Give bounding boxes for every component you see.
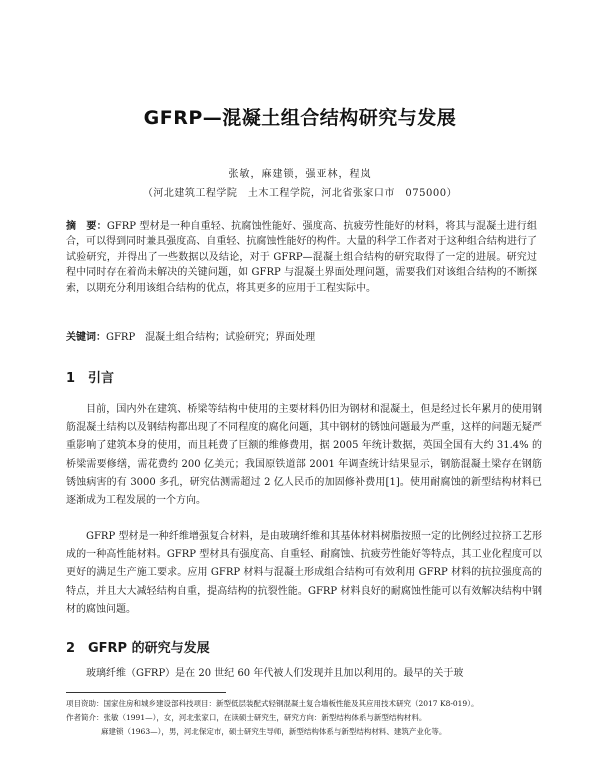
footnote-funding: 项目资助：国家住房和城乡建设部科技项目：新型低层装配式轻钢混凝土复合墙板性能及其应用技术研究（2017 K8-019）。 [66,699,479,708]
paper-title: GFRP—混凝土组合结构研究与发展 [143,107,457,129]
affiliation: （河北建筑工程学院 土木工程学院，河北省张家口市 075000） [142,188,458,199]
section-heading-introduction [66,367,114,386]
body-paragraph: 玻璃纤维（GFRP）是在 20 世纪 60 年代被人们发现并且加以利用的。最早的关于玻 [86,668,464,679]
body-paragraph: 目前，国内外在建筑、桥梁等结构中使用的主要材料仍旧为钢材和混凝土，但是经过长年累月的使用钢筋混凝土结构以及钢结构都出现了不同程度的腐化问题，其中钢材的锈蚀问题最为严重，这样的问题无疑严重影响了建筑本身的使用，而且耗费了巨额的维修费用，据 2005 年统计数据，英国全国有大约 31.4% 的桥梁需要修缮，需花费约 200 亿美元；我国原铁道部 2001 年调查统计结果显示，钢筋混凝土梁存在钢筋锈蚀病害的有 3000 多孔，研究估测需超过 2 亿人民币的加固修补费用[1]。使用耐腐蚀的新型结构材料已逐渐成为工程发展的一个方向。 [66,404,542,507]
abstract-text: GFRP 型材是一种自重轻、抗腐蚀性能好、强度高、抗疲劳性能好的材料，将其与混凝土进行组合，可以得到同时兼具强度高、自重轻、抗腐蚀性能好的构件。大量的科学工作者对于这种组合结构进行了试验研究，并得出了一些数据以及结论，对于 GFRP—混凝土组合结构的研究取得了一定的进展。研究过程中同时存在着尚未解决的关键问题，如 GFRP 与混凝土界面处理问题，需要我们对该组合结构的不断探索，以期充分利用该组合结构的优点，将其更多的应用于工程实际中。 [66,221,537,294]
footnote-author-2: 麻建锁（1963—），男，河北保定市，硕士研究生导师，新型结构体系与新型结构材料、建筑产业化等。 [101,727,447,736]
section-title: 引言 [88,371,115,386]
keywords-text: GFRP 混凝土组合结构；试验研究；界面处理 [106,332,316,343]
abstract-label: 摘 要： [66,221,107,232]
keywords [66,328,537,343]
footnote-author-1: 作者简介：张敏（1991—），女，河北张家口，在读硕士研究生，研究方向：新型结构体系与新型结构材料。 [66,713,427,722]
abstract [66,219,537,296]
author-list: 张敏，麻建锁，强亚林，程岚 [228,169,372,180]
section-title: GFRP 的研究与发展 [88,641,210,656]
footnotes [66,697,544,739]
section-heading-gfrp [66,637,210,656]
footnote-rule [66,692,226,693]
section-number: 2 [66,641,76,656]
body-paragraph: GFRP 型材是一种纤维增强复合材料，是由玻璃纤维和其基体材料树脂按照一定的比例经过拉挤工艺形成的一种高性能材料。GFRP 型材具有强度高、自重轻、耐腐蚀、抗疲劳性能好等特点，其工业化程度可以更好的满足生产施工要求。应用 GFRP 材料与混凝土形成组合结构可有效利用 GFRP 材料的抗拉强度高的特点，并且大大减轻结构自重，提高结构的抗裂性能。GFRP 材料良好的耐腐蚀性能可以有效解决结构中钢材的腐蚀问题。 [66,531,542,615]
keywords-label: 关键词： [66,332,106,343]
section-number: 1 [66,371,76,386]
